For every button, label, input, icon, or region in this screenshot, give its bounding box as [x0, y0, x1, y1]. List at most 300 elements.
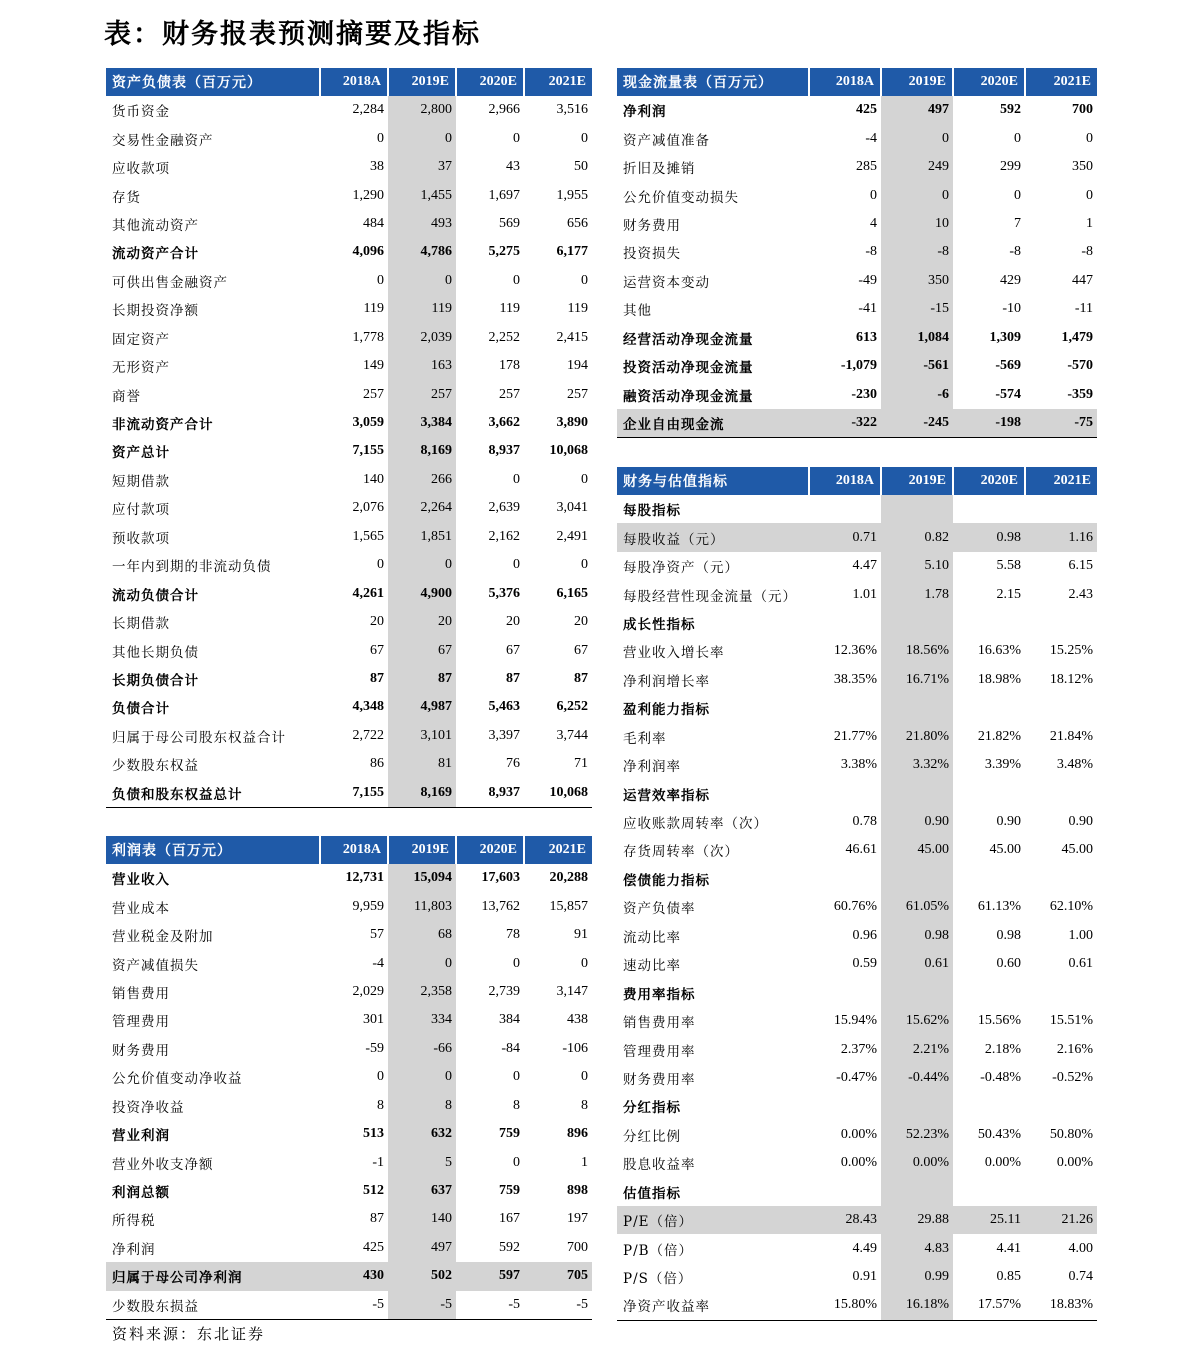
table-row	[617, 609, 1097, 637]
row-label: 净利润增长率	[623, 673, 710, 690]
row-value: 20	[370, 614, 384, 630]
row-value: 3,397	[488, 727, 520, 743]
row-value: 513	[363, 1126, 384, 1142]
row-value: 68	[388, 921, 456, 949]
row-value: 15,094	[388, 864, 456, 892]
row-label: P/E（倍）	[617, 1206, 809, 1234]
table-row	[617, 1263, 1097, 1291]
row-label: 毛利率	[623, 730, 667, 747]
year-header: 2019E	[388, 836, 456, 864]
table-row	[106, 551, 592, 579]
year-header: 2021E	[524, 836, 592, 864]
row-value: -59	[365, 1040, 384, 1056]
row-value: 3,101	[388, 722, 456, 750]
table-row	[106, 124, 592, 152]
row-value: 0	[881, 181, 953, 209]
table-row	[106, 324, 592, 352]
row-value: -245	[881, 409, 953, 438]
table-row	[617, 1092, 1097, 1120]
table-row	[106, 750, 592, 778]
row-value: 17,603	[481, 870, 520, 886]
row-label: 营业税金及附加	[112, 929, 214, 946]
table-row	[617, 1178, 1097, 1206]
row-label: 成长性指标	[623, 616, 696, 633]
year-header: 2018A	[320, 68, 388, 96]
row-value: 0.00%	[984, 1155, 1021, 1171]
row-value: 78	[506, 927, 520, 943]
row-label: 净利润	[623, 104, 667, 121]
row-value: 8	[388, 1092, 456, 1120]
row-value: 87	[574, 670, 588, 686]
row-value: 2,039	[388, 324, 456, 352]
table-row	[617, 1291, 1097, 1320]
table-row	[106, 636, 592, 664]
row-value: 0.71	[809, 523, 881, 551]
table-header-row	[106, 68, 592, 96]
row-value: 0	[581, 955, 588, 971]
row-value: 20	[506, 614, 520, 630]
row-value: 425	[363, 1239, 384, 1255]
row-value: 8,169	[388, 437, 456, 465]
table-row	[106, 437, 592, 465]
row-value: 257	[363, 386, 384, 402]
table-row	[617, 124, 1097, 152]
row-value: 350	[881, 267, 953, 295]
table-row	[106, 608, 592, 636]
row-label: 管理费用	[112, 1014, 170, 1031]
row-value	[1025, 1092, 1097, 1120]
row-label: 资产总计	[112, 445, 170, 462]
row-label: 净利润	[112, 1241, 156, 1258]
row-value: -84	[501, 1040, 520, 1056]
row-value: 15.62%	[881, 1007, 953, 1035]
row-value: 57	[370, 927, 384, 943]
table-row	[617, 380, 1097, 408]
row-label: 预收款项	[112, 530, 170, 547]
row-value: 266	[388, 466, 456, 494]
row-label: 流动比率	[623, 929, 681, 946]
row-value: 2,358	[388, 978, 456, 1006]
row-value: 637	[388, 1177, 456, 1205]
row-value: 76	[506, 756, 520, 772]
row-label: 分红比例	[623, 1128, 681, 1145]
row-value: 0	[513, 1154, 520, 1170]
year-header: 2018A	[320, 836, 388, 864]
table-row	[617, 1035, 1097, 1063]
row-value: 15.25%	[1049, 643, 1093, 659]
row-value: 194	[567, 358, 588, 374]
row-value: -569	[995, 358, 1021, 374]
row-value: 45.00	[1061, 842, 1093, 858]
table-row	[106, 267, 592, 295]
row-value: 2.43	[1068, 586, 1093, 602]
row-value: 0	[388, 1063, 456, 1091]
row-value: 149	[363, 358, 384, 374]
row-value: 759	[499, 1183, 520, 1199]
row-value: 18.98%	[977, 671, 1021, 687]
row-label: 商誉	[112, 388, 141, 405]
row-value: -11	[1074, 301, 1093, 317]
row-value: 15.80%	[809, 1291, 881, 1320]
row-value: 140	[363, 471, 384, 487]
row-label: 少数股东损益	[106, 1291, 320, 1320]
row-value: -1	[372, 1154, 384, 1170]
row-value: 0	[377, 557, 384, 573]
row-value: 0.91	[852, 1269, 877, 1285]
row-label: 每股指标	[623, 503, 681, 520]
row-value: 592	[1000, 102, 1021, 118]
table-row	[617, 865, 1097, 893]
row-value	[1025, 609, 1097, 637]
row-value: -322	[809, 409, 881, 438]
row-value: 2.21%	[881, 1035, 953, 1063]
row-value	[1025, 1178, 1097, 1206]
row-value: 384	[499, 1012, 520, 1028]
row-value: 334	[388, 1006, 456, 1034]
row-label: 每股收益（元）	[617, 523, 809, 551]
row-label: 可供出售金融资产	[112, 274, 228, 291]
row-value: 0.98	[953, 523, 1025, 551]
row-value: 0	[388, 124, 456, 152]
row-value: 6,252	[556, 699, 588, 715]
table-row	[106, 1234, 592, 1262]
row-value: 16.63%	[977, 643, 1021, 659]
row-value: 1,290	[352, 187, 384, 203]
row-value: 4,348	[352, 699, 384, 715]
year-header: 2018A	[809, 68, 881, 96]
row-value: 4.41	[996, 1240, 1021, 1256]
row-label: 应收款项	[112, 161, 170, 178]
row-value	[881, 865, 953, 893]
row-value: 2,491	[556, 528, 588, 544]
row-label: 分红指标	[623, 1100, 681, 1117]
row-value: -5	[320, 1291, 388, 1320]
row-value: 15.56%	[977, 1013, 1021, 1029]
row-label: 折旧及摊销	[623, 161, 696, 178]
row-value: -0.52%	[1052, 1069, 1093, 1085]
row-value	[809, 495, 881, 523]
row-value: 43	[506, 159, 520, 175]
row-value: 10,068	[524, 779, 592, 808]
table-row	[617, 181, 1097, 209]
row-value	[1025, 495, 1097, 523]
row-value: 429	[1000, 272, 1021, 288]
table-row	[617, 295, 1097, 323]
row-value: 4.00	[1068, 1240, 1093, 1256]
row-value	[953, 1178, 1025, 1206]
row-value: -359	[1067, 386, 1093, 402]
row-value: 2.37%	[840, 1041, 877, 1057]
row-label: 费用率指标	[623, 986, 696, 1003]
row-value: 1.00	[1068, 927, 1093, 943]
table-row	[617, 1206, 1097, 1234]
row-value: 197	[567, 1211, 588, 1227]
row-value: 0.85	[996, 1269, 1021, 1285]
row-value: 257	[499, 386, 520, 402]
row-label: 归属于母公司净利润	[106, 1262, 320, 1290]
row-value: 497	[881, 96, 953, 124]
row-label: 公允价值变动净收益	[112, 1071, 243, 1088]
row-value: 0.82	[881, 523, 953, 551]
row-value: 3,744	[556, 727, 588, 743]
row-value: 0	[513, 557, 520, 573]
row-label: 其他长期负债	[112, 644, 199, 661]
row-value: -198	[953, 409, 1025, 438]
row-value: 8,937	[456, 779, 524, 808]
row-value: 759	[499, 1126, 520, 1142]
row-label: 资产负债率	[623, 901, 696, 918]
row-value: 502	[388, 1262, 456, 1290]
row-value: 425	[856, 102, 877, 118]
row-value: 0.90	[996, 814, 1021, 830]
table-row	[106, 1205, 592, 1233]
row-value	[953, 978, 1025, 1006]
income-statement-table	[106, 836, 592, 1320]
row-value	[953, 865, 1025, 893]
row-label: 盈利能力指标	[623, 702, 710, 719]
row-value: 21.82%	[977, 728, 1021, 744]
table-row	[106, 949, 592, 977]
row-value: 4.83	[881, 1234, 953, 1262]
row-value: 597	[456, 1262, 524, 1290]
row-value: -49	[858, 272, 877, 288]
row-value: 285	[856, 159, 877, 175]
row-value: 512	[363, 1183, 384, 1199]
row-value: 81	[388, 750, 456, 778]
table-row	[106, 466, 592, 494]
row-value	[809, 694, 881, 722]
row-value: 7,155	[352, 443, 384, 459]
row-value: 896	[567, 1126, 588, 1142]
row-value: 0	[581, 272, 588, 288]
row-value: 3.48%	[1056, 757, 1093, 773]
row-label: P/B（倍）	[623, 1242, 694, 1259]
row-value: 0	[377, 1069, 384, 1085]
row-value: -41	[858, 301, 877, 317]
row-value: 705	[524, 1262, 592, 1290]
row-value: 0	[1014, 187, 1021, 203]
row-value: 16.18%	[881, 1291, 953, 1320]
row-label: 营业利润	[112, 1128, 170, 1145]
row-label: 营业收入	[112, 872, 170, 889]
row-value: 0.99	[881, 1263, 953, 1291]
table-row	[106, 665, 592, 693]
balance-sheet-table	[106, 68, 592, 808]
row-value: 1,778	[352, 329, 384, 345]
row-value: 1,565	[352, 528, 384, 544]
table-row	[617, 836, 1097, 864]
row-value: -8	[865, 244, 877, 260]
table-row	[617, 779, 1097, 807]
row-value: 119	[499, 301, 520, 317]
row-label: 投资净收益	[112, 1099, 185, 1116]
row-value: 0	[581, 557, 588, 573]
row-label: 无形资产	[112, 360, 170, 377]
row-value: 28.43	[809, 1206, 881, 1234]
row-value: 37	[388, 153, 456, 181]
row-value	[881, 1092, 953, 1120]
table-row	[106, 210, 592, 238]
row-value: 656	[567, 215, 588, 231]
row-value: 632	[388, 1120, 456, 1148]
row-value: 0.00%	[881, 1149, 953, 1177]
row-value: 45.00	[989, 842, 1021, 858]
row-value: 4.49	[852, 1240, 877, 1256]
year-header: 2019E	[881, 467, 953, 495]
row-value: 21.80%	[881, 723, 953, 751]
row-value: 11,803	[388, 892, 456, 920]
row-value: 18.83%	[1025, 1291, 1097, 1320]
row-label: 财务费用	[112, 1042, 170, 1059]
row-value: 163	[388, 352, 456, 380]
row-value: 0	[1086, 187, 1093, 203]
row-value: 4	[870, 215, 877, 231]
table-row	[617, 267, 1097, 295]
row-value: 1.01	[852, 586, 877, 602]
row-value: 2,739	[488, 983, 520, 999]
row-value: 13,762	[481, 898, 520, 914]
year-header: 2020E	[953, 68, 1025, 96]
indicators-table	[617, 467, 1097, 1321]
row-value: 249	[881, 153, 953, 181]
row-label: 流动负债合计	[112, 587, 199, 604]
row-value: 2,162	[488, 528, 520, 544]
table-header-title: 资产负债表（百万元）	[106, 68, 320, 96]
row-value	[881, 978, 953, 1006]
row-value: 9,959	[352, 898, 384, 914]
row-value: 4,261	[352, 585, 384, 601]
row-label: 企业自由现金流	[617, 409, 809, 438]
row-value	[809, 865, 881, 893]
table-row	[617, 153, 1097, 181]
table-row	[617, 950, 1097, 978]
row-value: 1.16	[1025, 523, 1097, 551]
table-row	[106, 238, 592, 266]
row-value: 119	[388, 295, 456, 323]
row-value: 3,041	[556, 500, 588, 516]
row-value: 91	[574, 927, 588, 943]
row-value	[881, 495, 953, 523]
row-value: 87	[370, 670, 384, 686]
row-value: 8	[581, 1097, 588, 1113]
row-label: 投资损失	[623, 246, 681, 263]
row-value: 2.15	[996, 586, 1021, 602]
table-row	[106, 579, 592, 607]
row-value: 0.98	[996, 927, 1021, 943]
row-value: 1,479	[1061, 329, 1093, 345]
table-row	[617, 666, 1097, 694]
row-value: 898	[567, 1183, 588, 1199]
row-value: 87	[370, 1211, 384, 1227]
row-value: 61.05%	[881, 893, 953, 921]
row-value: -6	[881, 380, 953, 408]
row-value: 497	[388, 1234, 456, 1262]
table-row	[106, 409, 592, 437]
row-value: 1,084	[881, 324, 953, 352]
year-header: 2019E	[881, 68, 953, 96]
row-value: 0.74	[1068, 1269, 1093, 1285]
row-value: 1,955	[556, 187, 588, 203]
row-value: 1,309	[989, 329, 1021, 345]
table-row	[106, 380, 592, 408]
row-value: 5	[388, 1148, 456, 1176]
row-value: 0	[581, 471, 588, 487]
row-value: -5	[388, 1291, 456, 1320]
row-value: 6.15	[1068, 558, 1093, 574]
row-value: 12.36%	[833, 643, 877, 659]
row-value: 8,169	[388, 779, 456, 808]
table-row	[106, 1148, 592, 1176]
row-value: -5	[524, 1291, 592, 1320]
row-value: 0	[1086, 130, 1093, 146]
row-value	[953, 694, 1025, 722]
row-value: -15	[881, 295, 953, 323]
row-value: 1.78	[881, 580, 953, 608]
page-title: 表：财务报表预测摘要及指标	[104, 19, 481, 50]
row-value: 2,800	[388, 96, 456, 124]
row-value: 29.88	[881, 1206, 953, 1234]
row-value: 0.60	[996, 956, 1021, 972]
row-value	[953, 1092, 1025, 1120]
row-label: 非流动资产合计	[112, 417, 214, 434]
row-value	[881, 1178, 953, 1206]
table-row	[106, 1035, 592, 1063]
row-value: -0.44%	[881, 1064, 953, 1092]
table-row	[106, 978, 592, 1006]
row-value: 7	[1014, 215, 1021, 231]
row-value: 6,177	[556, 244, 588, 260]
row-label: 交易性金融资产	[112, 132, 214, 149]
row-value	[809, 1092, 881, 1120]
table-row	[617, 495, 1097, 523]
table-row	[617, 552, 1097, 580]
row-value: 86	[370, 756, 384, 772]
table-row	[106, 181, 592, 209]
row-value: 0	[1014, 130, 1021, 146]
row-label: 速动比率	[623, 958, 681, 975]
row-value: 2,284	[352, 102, 384, 118]
row-value: 257	[388, 380, 456, 408]
row-value: -10	[1002, 301, 1021, 317]
row-value: -0.48%	[980, 1069, 1021, 1085]
row-value: 2.16%	[1056, 1041, 1093, 1057]
row-label: 每股经营性现金流量（元）	[623, 588, 797, 605]
table-header-title: 财务与估值指标	[617, 467, 809, 495]
table-header-row	[617, 68, 1097, 96]
table-row	[617, 96, 1097, 124]
row-value: 3.32%	[881, 751, 953, 779]
row-value: 484	[363, 215, 384, 231]
row-value: 67	[574, 642, 588, 658]
row-value: -561	[881, 352, 953, 380]
table-row	[617, 637, 1097, 665]
row-value: -570	[1067, 358, 1093, 374]
row-value	[953, 495, 1025, 523]
row-value: 1	[581, 1154, 588, 1170]
row-value: -230	[851, 386, 877, 402]
row-value: 8	[513, 1097, 520, 1113]
row-value: 0	[513, 955, 520, 971]
row-value: -106	[562, 1040, 588, 1056]
row-value: 493	[388, 210, 456, 238]
row-value: 0	[388, 267, 456, 295]
row-value: 3,059	[352, 415, 384, 431]
row-value: 8,937	[488, 443, 520, 459]
row-label: 每股净资产（元）	[623, 560, 739, 577]
row-value: 0	[377, 272, 384, 288]
row-value: 18.56%	[881, 637, 953, 665]
row-label: 货币资金	[112, 104, 170, 121]
